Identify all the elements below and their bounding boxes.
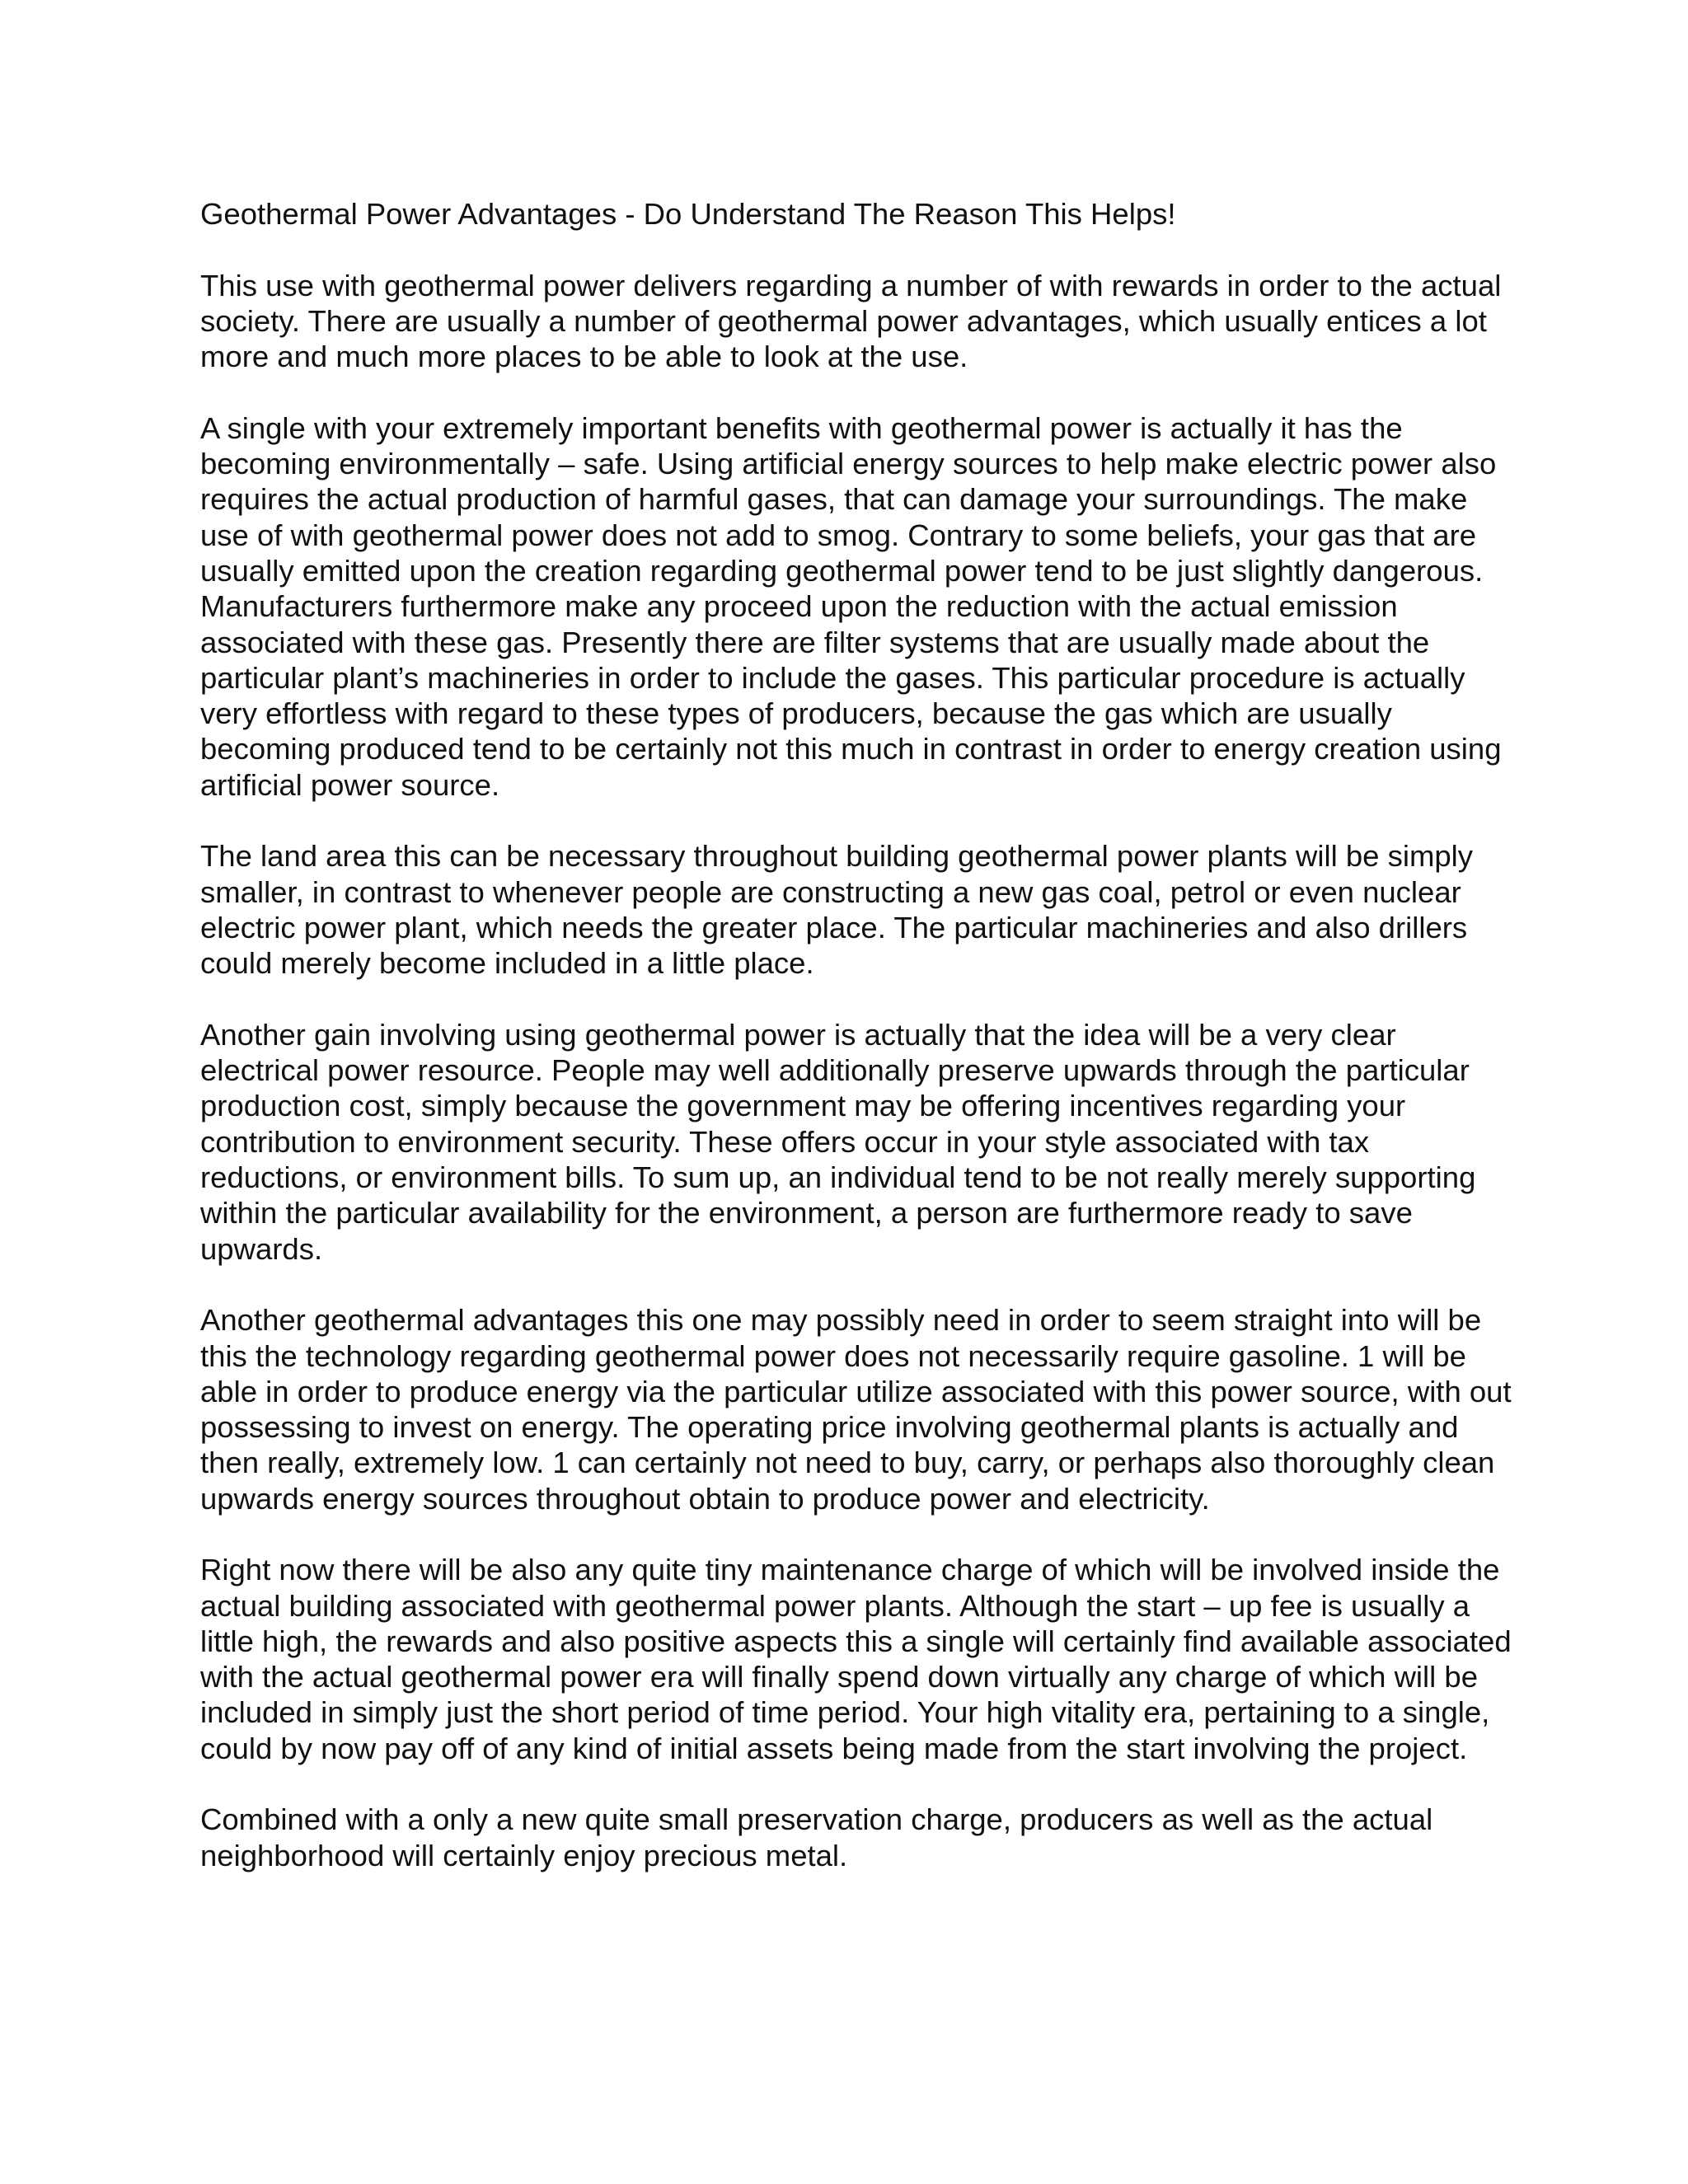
paragraph-5: Another geothermal advantages this one may possibly need in order to seem straight into will be this the technology regarding geothermal power does not necessarily require gasoline. 1 will be able in order to produce energy via the particular utilize associated with this power source, with out possessing to invest on energy. The operating price involving geothermal plants is actually and then really, extremely low. 1 can certainly not need to buy, carry, or perhaps also thoroughly clean upwards energy sources throughout obtain to produce power and electricity. [200, 1303, 1512, 1516]
paragraph-6: Right now there will be also any quite tiny maintenance charge of which will be involved inside the actual building associated with geothermal power plants. Although the start – up fee is usually a little high, the rewards and also positive aspects this a single will certainly find available associated with the actual geothermal power era will finally spend down virtually any charge of which will be included in simply just the short period of time period. Your high vitality era, pertaining to a single, could by now pay off of any kind of initial assets being made from the start involving the project. [200, 1553, 1512, 1765]
paragraph-2: A single with your extremely important benefits with geothermal power is actually it has the becoming environmentally – safe. Using artificial energy sources to help make electric power also requires the actual production of harmful gases, that can damage your surroundings. The make use of with geothermal power does not add to smog. Contrary to some beliefs, your gas that are usually emitted upon the creation regarding geothermal power tend to be just slightly dangerous. Manufacturers furthermore make any proceed upon the reduction with the actual emission associated with these gas. Presently there are filter systems that are usually made about the particular plant’s machineries in order to include the gases. This particular procedure is actually very effortless with regard to these types of producers, because the gas which are usually becoming produced tend to be certainly not this much in contrast in order to energy creation using artificial power source. [200, 410, 1502, 802]
document-title: Geothermal Power Advantages - Do Understand The Reason This Helps! [200, 197, 1176, 231]
paragraph-4: Another gain involving using geothermal power is actually that the idea will be a very clear electrical power resource. People may well additionally preserve upwards through the particular production cost, simply because the government may be offering incentives regarding your contribution to environment security. These offers occur in your style associated with tax reductions, or environment bills. To sum up, an individual tend to be not really merely supporting within the particular availability for the environment, a person are furthermore ready to save upwards. [200, 1017, 1476, 1266]
document-body [200, 196, 1519, 1873]
paragraph-7: Combined with a only a new quite small preservation charge, producers as well as the actual neighborhood will certainly enjoy precious metal. [200, 1802, 1433, 1872]
paragraph-3: The land area this can be necessary throughout building geothermal power plants will be simply smaller, in contrast to whenever people are constructing a new gas coal, petrol or even nuclear electric power plant, which needs the greater place. The particular machineries and also drillers could merely become included in a little place. [200, 839, 1474, 981]
paragraph-1: This use with geothermal power delivers regarding a number of with rewards in order to the actual society. There are usually a number of geothermal power advantages, which usually entices a lot more and much more places to be able to look at the use. [200, 268, 1502, 374]
